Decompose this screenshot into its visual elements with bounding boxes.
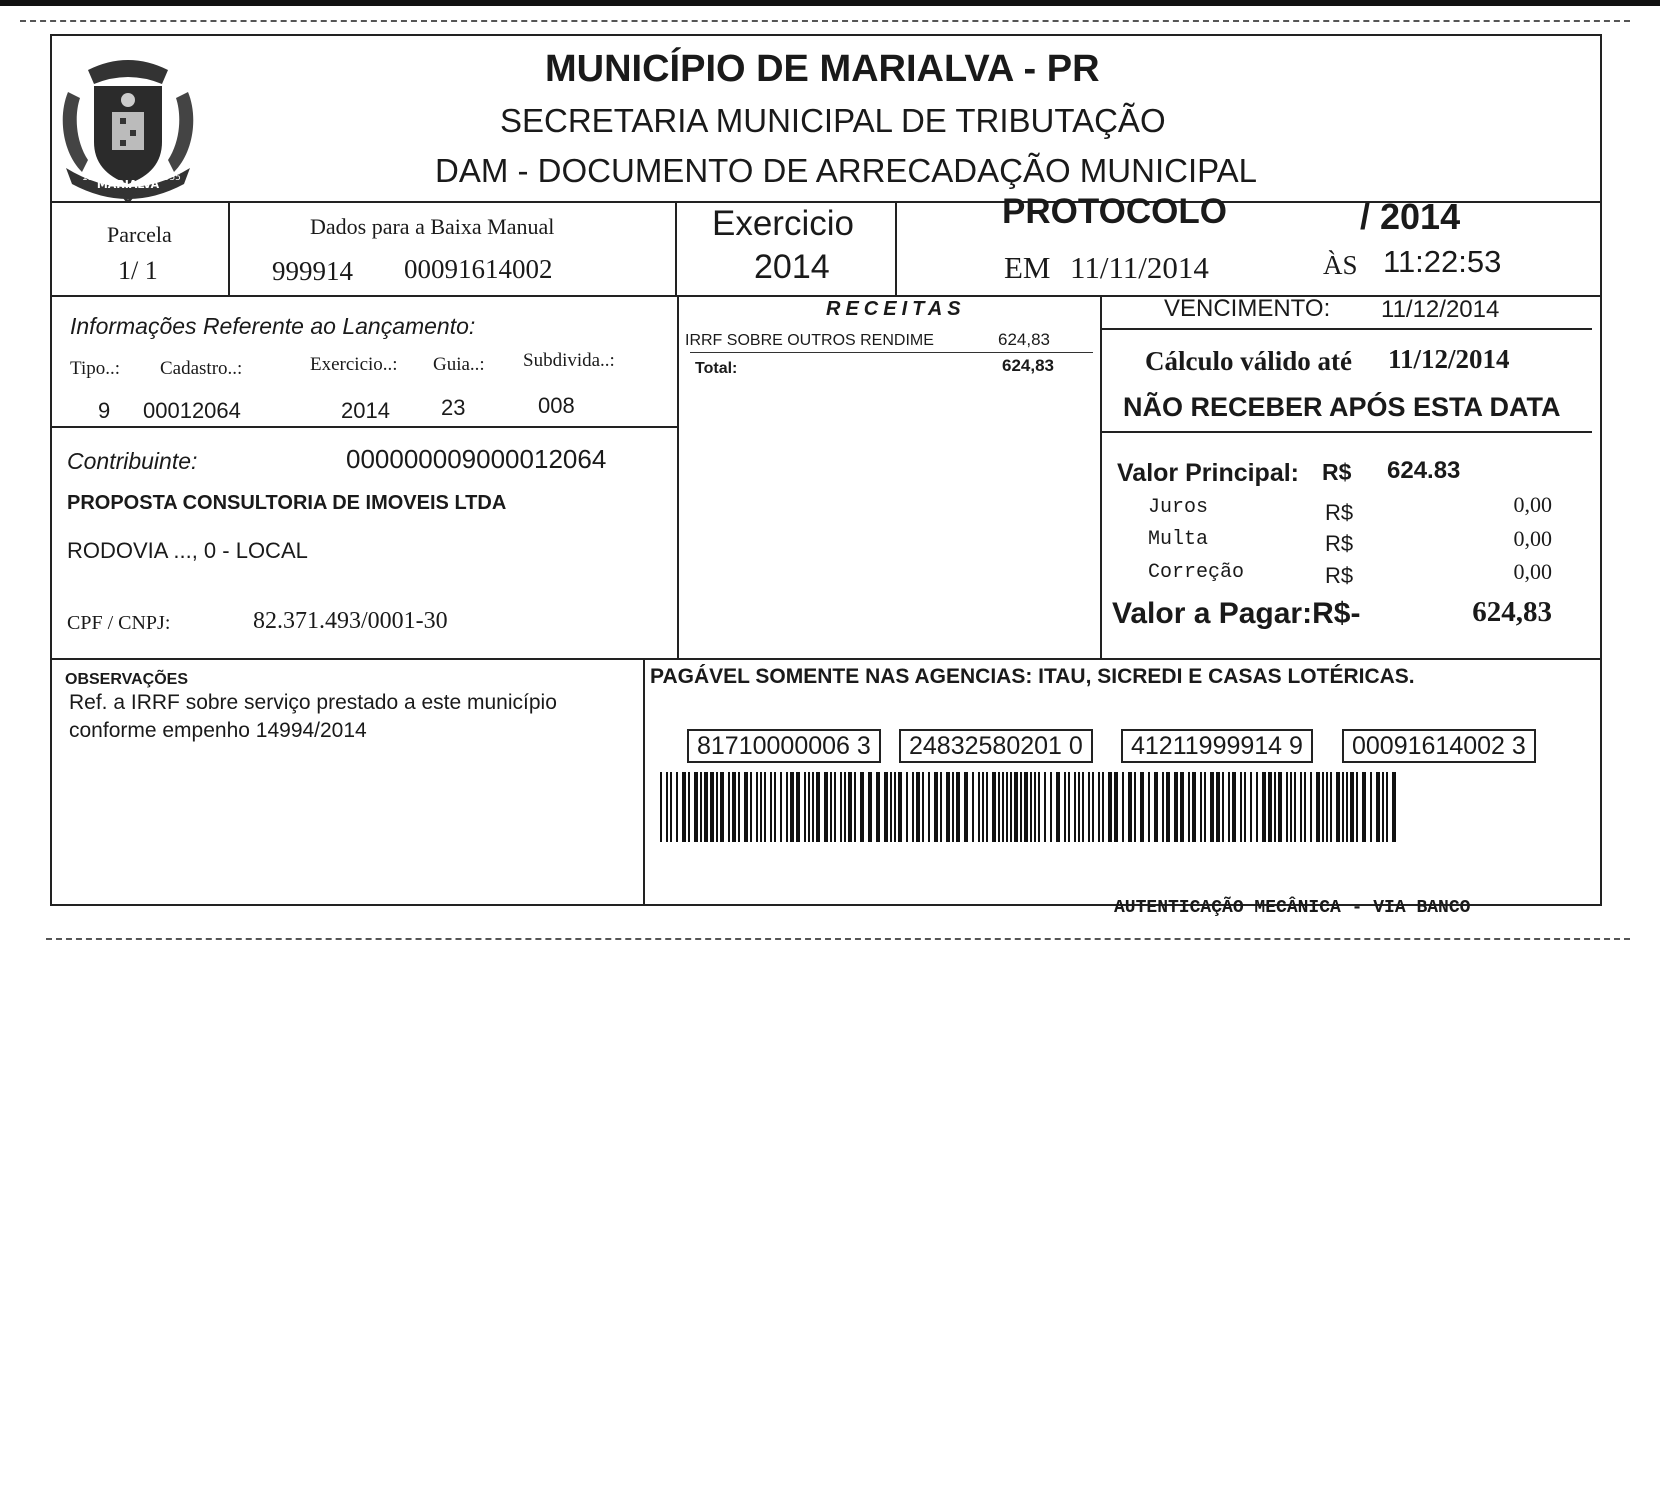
baixa-code-2: 00091614002 — [404, 254, 553, 284]
correcao-value: 0,00 — [1513, 559, 1552, 584]
divider — [1100, 295, 1102, 660]
cpf-cnpj-label: CPF / CNPJ: — [67, 612, 171, 634]
secretariat-subtitle: SECRETARIA MUNICIPAL DE TRIBUTAÇÃO — [500, 102, 1166, 139]
protocolo-year: / 2014 — [1360, 196, 1461, 237]
linha-digitavel-2: 24832580201 0 — [899, 729, 1093, 763]
parcela-label: Parcela — [107, 222, 172, 247]
subdivida-label: Subdivida..: — [523, 350, 615, 371]
calculo-valido-date: 11/12/2014 — [1388, 344, 1510, 374]
calculo-valido-label: Cálculo válido até — [1145, 346, 1352, 376]
protocolo-date: 11/11/2014 — [1070, 250, 1209, 285]
divider — [228, 201, 230, 297]
divider — [677, 295, 679, 660]
juros-label: Juros — [1148, 496, 1209, 519]
divider — [895, 201, 897, 297]
divider — [1102, 328, 1592, 330]
exercicio-field-value: 2014 — [341, 398, 390, 423]
receitas-total-label: Total: — [695, 360, 738, 377]
crest-year-right: 1955 — [158, 173, 181, 183]
multa-currency: R$ — [1325, 531, 1354, 556]
observacoes-label: OBSERVAÇÕES — [65, 671, 188, 688]
valor-a-pagar-value: 624,83 — [1472, 596, 1552, 628]
receita-item-value: 624,83 — [998, 330, 1050, 349]
divider — [52, 295, 1600, 297]
exercicio-field-label: Exercicio..: — [310, 354, 398, 375]
valor-principal-currency: R$ — [1322, 459, 1352, 485]
municipality-title: MUNICÍPIO DE MARIALVA - PR — [545, 48, 1100, 90]
guia-label: Guia..: — [433, 354, 485, 375]
top-cut-line — [20, 20, 1630, 22]
crest-banner-text: MARIALVA — [96, 178, 160, 191]
lancamento-title: Informações Referente ao Lançamento: — [70, 313, 476, 339]
juros-value: 0,00 — [1513, 492, 1552, 517]
subdivida-value: 008 — [538, 393, 575, 418]
baixa-manual-label: Dados para a Baixa Manual — [310, 214, 555, 239]
bottom-cut-line — [46, 938, 1630, 940]
divider — [1102, 431, 1592, 433]
tipo-value: 9 — [98, 398, 111, 423]
divider — [675, 201, 677, 297]
exercicio-value: 2014 — [754, 248, 830, 286]
observacoes-line-1: Ref. a IRRF sobre serviço prestado a este município — [69, 691, 557, 714]
document-type-title: DAM - DOCUMENTO DE ARRECADAÇÃO MUNICIPAL — [435, 152, 1258, 189]
contribuinte-address: RODOVIA ..., 0 - LOCAL — [67, 538, 308, 563]
divider — [52, 426, 678, 428]
linha-digitavel-1: 81710000006 3 — [687, 729, 881, 763]
receitas-title: RECEITAS — [826, 298, 966, 320]
juros-currency: R$ — [1325, 500, 1354, 525]
municipal-crest-icon — [58, 56, 198, 202]
barcode-icon — [658, 772, 1400, 842]
contribuinte-label: Contribuinte: — [67, 448, 198, 474]
pagavel-agencias-text: PAGÁVEL SOMENTE NAS AGENCIAS: ITAU, SICREDI E CASAS LOTÉRICAS. — [650, 665, 1415, 688]
protocolo-time: 11:22:53 — [1383, 244, 1502, 279]
contribuinte-code: 000000009000012064 — [346, 444, 607, 474]
divider — [52, 658, 1600, 660]
correcao-currency: R$ — [1325, 563, 1354, 588]
vencimento-label: VENCIMENTO: — [1164, 295, 1331, 322]
parcela-value: 1/ 1 — [118, 256, 158, 285]
cadastro-label: Cadastro..: — [160, 358, 243, 379]
linha-digitavel-3: 41211999914 9 — [1121, 729, 1313, 763]
valor-a-pagar-label: Valor a Pagar:R$- — [1112, 597, 1361, 630]
protocolo-as-label: ÀS — [1323, 250, 1358, 280]
tipo-label: Tipo..: — [70, 358, 120, 379]
vencimento-date: 11/12/2014 — [1381, 296, 1500, 323]
cpf-cnpj-value: 82.371.493/0001-30 — [253, 608, 448, 634]
receita-item-label: IRRF SOBRE OUTROS RENDIME — [685, 332, 934, 349]
cadastro-value: 00012064 — [143, 398, 241, 423]
linha-digitavel-4: 00091614002 3 — [1342, 729, 1536, 763]
contribuinte-name: PROPOSTA CONSULTORIA DE IMOVEIS LTDA — [67, 492, 507, 514]
protocolo-label: PROTOCOLO — [1002, 192, 1227, 231]
scan-top-edge — [0, 0, 1660, 6]
observacoes-line-2: conforme empenho 14994/2014 — [69, 719, 367, 742]
autenticacao-mecanica-label: AUTENTICAÇÃO MECÂNICA - VIA BANCO — [1114, 898, 1471, 918]
valor-principal-value: 624.83 — [1387, 457, 1461, 484]
divider — [643, 658, 645, 904]
valor-principal-label: Valor Principal: — [1117, 459, 1300, 487]
multa-value: 0,00 — [1513, 526, 1552, 551]
correcao-label: Correção — [1148, 561, 1245, 584]
guia-value: 23 — [441, 395, 466, 420]
multa-label: Multa — [1148, 528, 1209, 551]
protocolo-em-label: EM — [1004, 250, 1051, 285]
baixa-code-1: 999914 — [272, 256, 353, 286]
exercicio-label: Exercicio — [712, 204, 854, 243]
receitas-divider — [690, 352, 1093, 353]
receitas-total-value: 624,83 — [1002, 356, 1054, 375]
nao-receber-warning: NÃO RECEBER APÓS ESTA DATA — [1123, 392, 1561, 422]
crest-year-left: 1951 — [82, 173, 105, 183]
